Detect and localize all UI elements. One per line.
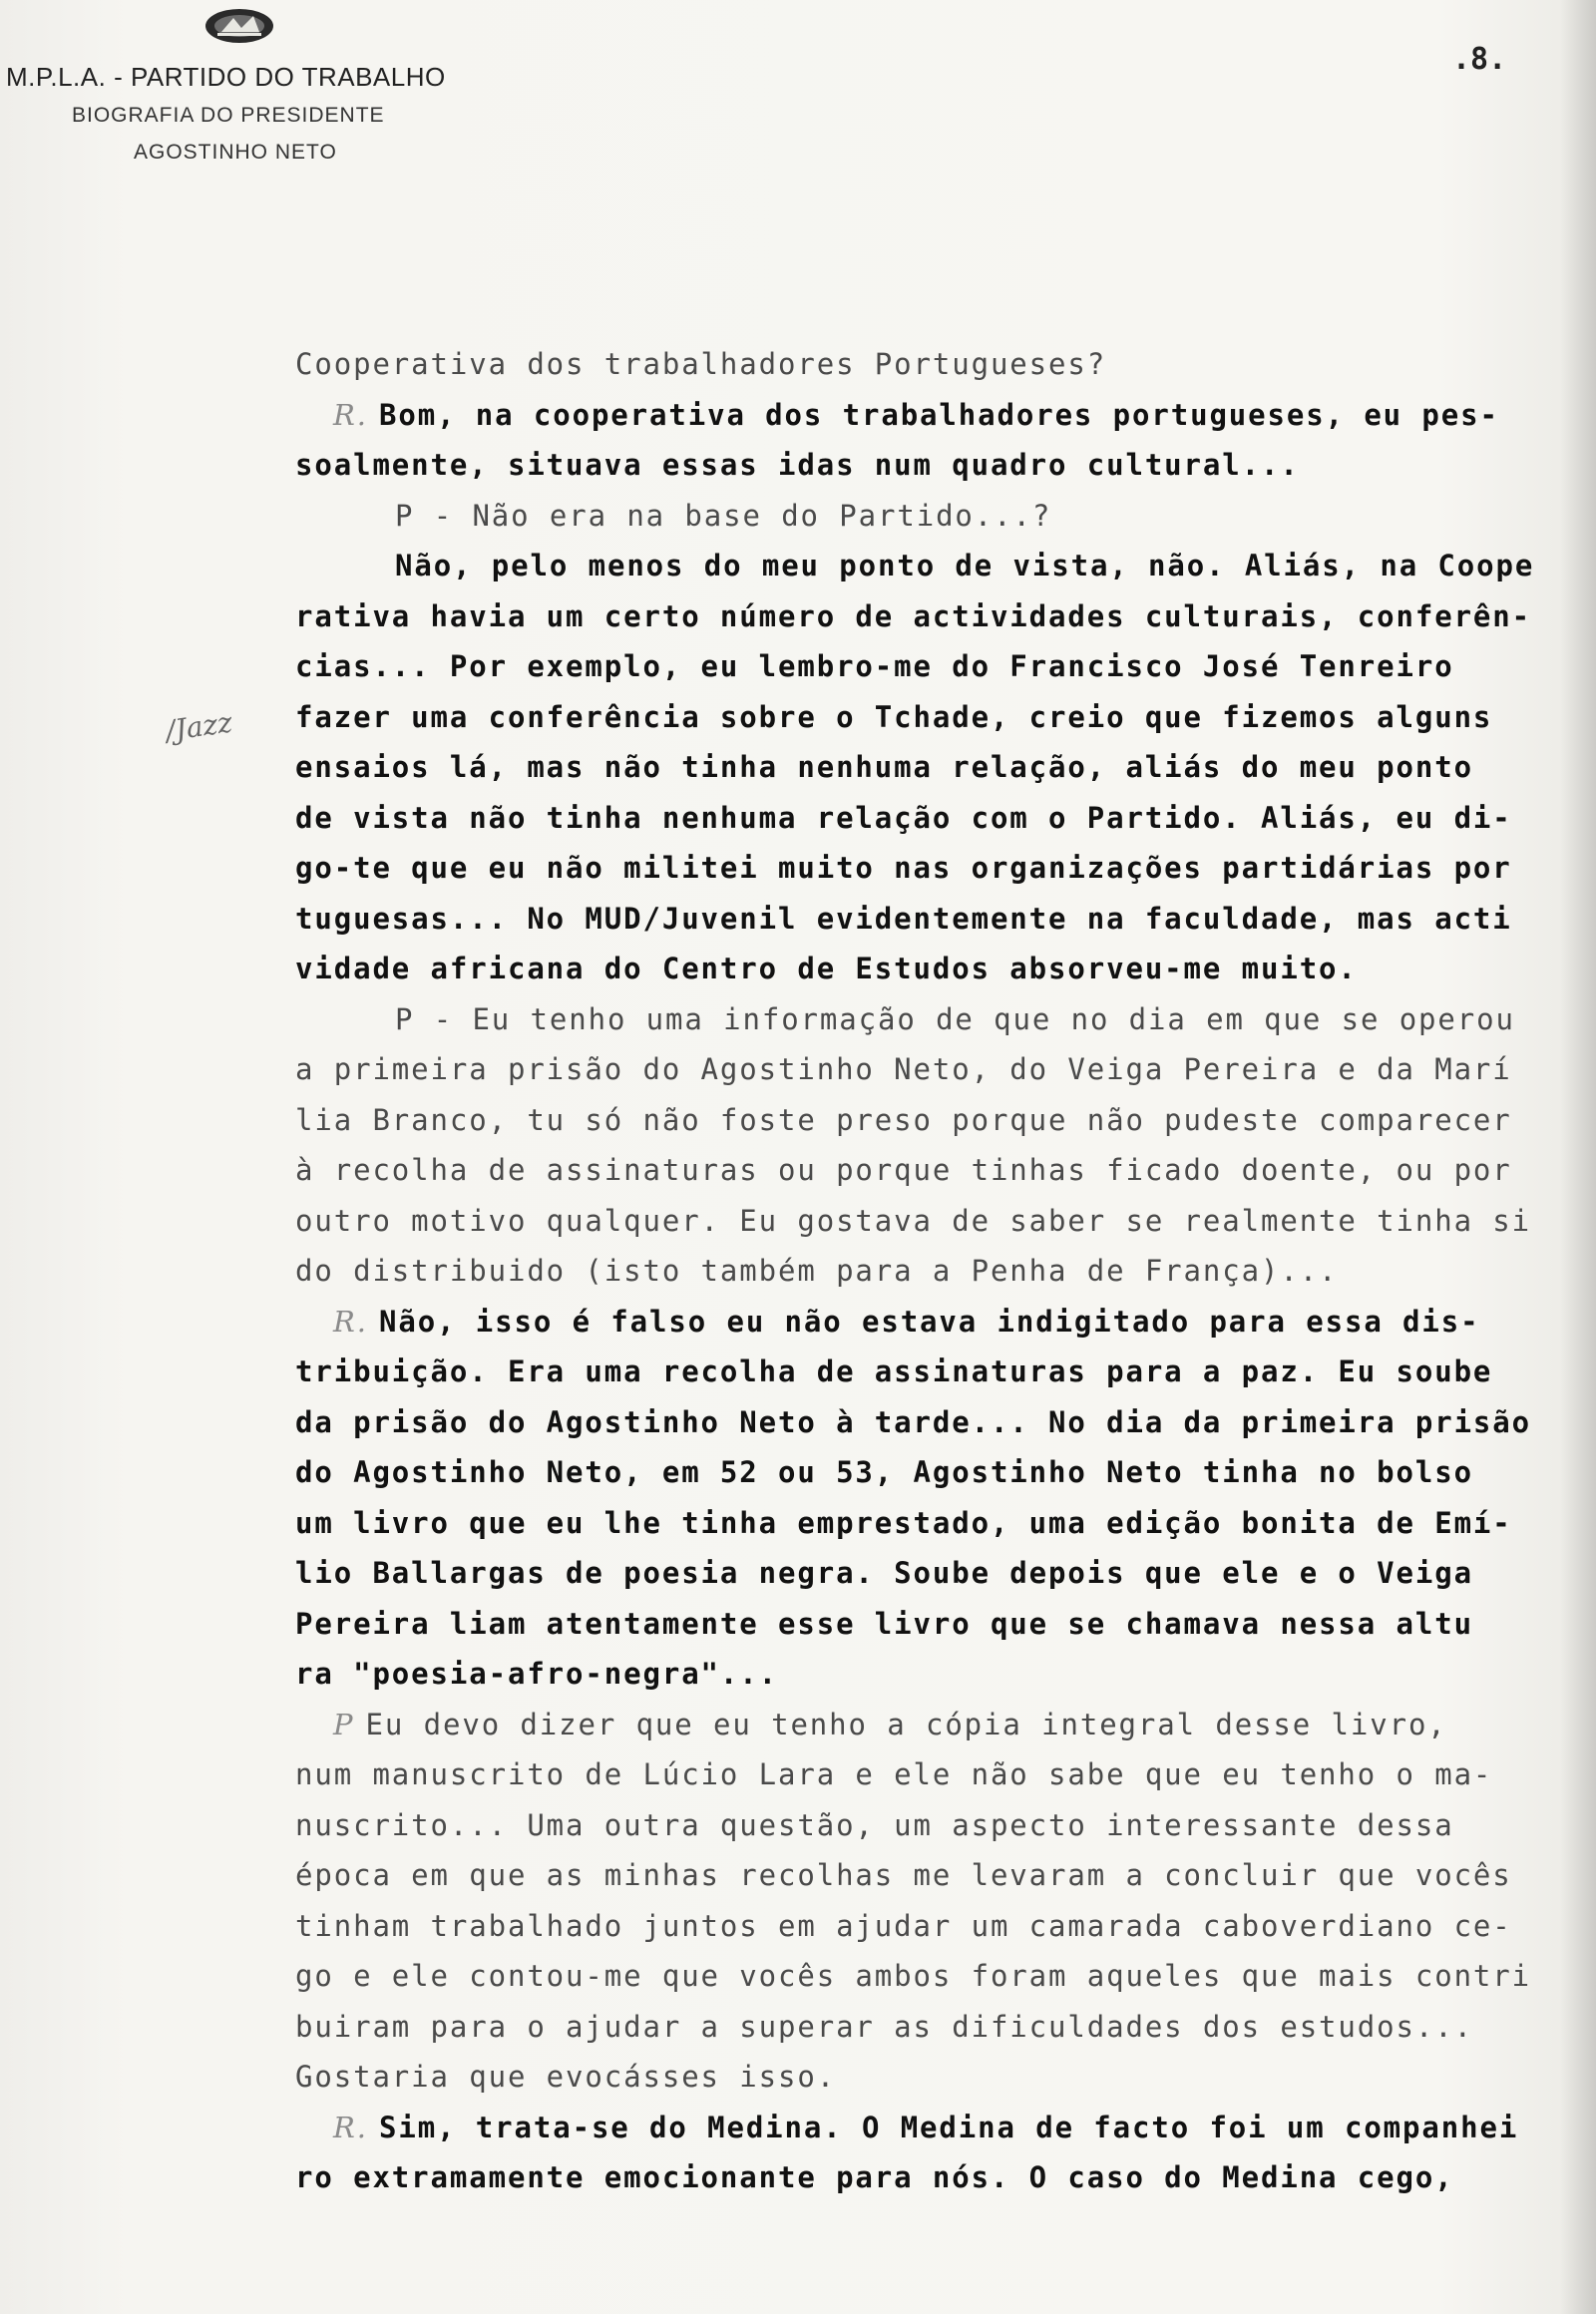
transcript-line [295, 1607, 1473, 1641]
transcript-line-text: rativa havia um certo número de actividades culturais, conferên- [295, 598, 1532, 633]
transcript-line-text: fazer uma conferência sobre o Tchade, creio que fizemos alguns [295, 699, 1493, 734]
transcript-line [295, 448, 1300, 482]
transcript-line [333, 2111, 1518, 2144]
document-subject: AGOSTINHO NETO [134, 141, 337, 164]
transcript-line-text: vidade africana do Centro de Estudos absorveu-me muito. [295, 952, 1358, 985]
transcript-line [333, 1305, 1479, 1339]
transcript-line [295, 1354, 1492, 1388]
transcript-line-text: Eu devo dizer que eu tenho a cópia integral desse livro, [365, 1707, 1447, 1741]
transcript-line-text: num manuscrito de Lúcio Lara e ele não sabe que eu tenho o ma- [295, 1757, 1493, 1791]
transcript-line [295, 1808, 1454, 1842]
organization-name: M.P.L.A. - PARTIDO DO TRABALHO [6, 62, 446, 92]
transcript-line-text: cias... Por exemplo, eu lembro-me do Francisco José Tenreiro [295, 649, 1454, 683]
transcript-line-text: à recolha de assinaturas ou porque tinhas ficado doente, ou por [295, 1153, 1512, 1187]
transcript-line [295, 1556, 1473, 1590]
transcript-line [295, 902, 1512, 936]
transcript-line-text: soalmente, situava essas idas num quadro cultural... [295, 448, 1300, 482]
speaker-marker: R. [333, 1304, 379, 1339]
speaker-marker: P [333, 1707, 366, 1741]
transcript-line-text: Cooperativa dos trabalhadores Portugueses? [295, 347, 1107, 381]
document-subtitle: BIOGRAFIA DO PRESIDENTE [72, 104, 385, 127]
transcript-line-text: a primeira prisão do Agostinho Neto, do Veiga Pereira e da Marí [295, 1052, 1512, 1086]
transcript-line [333, 1708, 1447, 1741]
page-number: .8. [1452, 42, 1507, 77]
transcript-line [295, 599, 1531, 633]
transcript-line-text: Não, pelo menos do meu ponto de vista, não. Aliás, na Coope [395, 549, 1535, 582]
transcript-line-text: Bom, na cooperativa dos trabalhadores portugueses, eu pes- [378, 397, 1499, 432]
transcript-line [295, 2160, 1454, 2194]
transcript-line-text: nuscrito... Uma outra questão, um aspecto interessante dessa [295, 1807, 1454, 1842]
transcript-line [295, 1254, 1338, 1288]
transcript-line [295, 2010, 1473, 2044]
transcript-line [295, 1204, 1531, 1238]
transcript-line-text: ra "poesia-afro-negra"... [295, 1657, 778, 1691]
transcript-line [295, 2060, 836, 2094]
transcript-line [295, 700, 1492, 734]
speaker-marker: R. [333, 2110, 379, 2144]
transcript-line [295, 1153, 1512, 1187]
transcript-line-text: Pereira liam atentamente esse livro que se chamava nessa altu [295, 1606, 1473, 1641]
transcript-line-text: Sim, trata-se do Medina. O Medina de facto foi um companhei [378, 2110, 1519, 2144]
transcript-line-text: um livro que eu lhe tinha emprestado, uma edição bonita de Emí- [295, 1505, 1512, 1540]
transcript-line [295, 1506, 1512, 1540]
transcript-line [295, 1455, 1473, 1489]
transcript-line-text: P - Eu tenho uma informação de que no dia em que se operou [395, 1001, 1515, 1036]
transcript-line-text: go-te que eu não militei muito nas organizações partidárias por [295, 851, 1512, 885]
transcript-line-text: buiram para o ajudar a superar as dificuldades dos estudos... [295, 2009, 1473, 2044]
transcript-line-text: lio Ballargas de poesia negra. Soube depois que ele e o Veiga [295, 1556, 1473, 1590]
transcript-line [333, 398, 1499, 432]
transcript-line-text: época em que as minhas recolhas me levaram a concluir que vocês [295, 1858, 1512, 1892]
speaker-marker: R. [333, 397, 379, 432]
scan-edge-shadow [1560, 0, 1596, 2314]
transcript-line-text: lia Branco, tu só não foste preso porque não pudeste comparecer [295, 1102, 1512, 1137]
transcript-line-text: ro extramamente emocionante para nós. O caso do Medina cego, [295, 2160, 1454, 2194]
transcript-line [295, 1757, 1492, 1791]
transcript-line-text: do distribuido (isto também para a Penha de França)... [295, 1254, 1339, 1288]
transcript-line [295, 750, 1473, 784]
transcript-line [295, 1858, 1512, 1892]
transcript-line [295, 1052, 1512, 1086]
transcript-line-text: ensaios lá, mas não tinha nenhuma relação, aliás do meu ponto [295, 750, 1473, 784]
transcript-line-text: go e ele contou-me que vocês ambos foram aqueles que mais contri [295, 1959, 1532, 1993]
transcript-line [395, 499, 1051, 533]
transcript-line-text: do Agostinho Neto, em 52 ou 53, Agostinho Neto tinha no bolso [295, 1455, 1473, 1489]
transcript-line [295, 952, 1358, 985]
handwritten-margin-note: /Jazz [164, 705, 234, 748]
transcript-line-text: tribuição. Era uma recolha de assinaturas para a paz. Eu soube [295, 1354, 1493, 1388]
transcript-line [295, 1959, 1531, 1993]
transcript-line [395, 549, 1534, 582]
transcript-line [295, 1657, 778, 1691]
mpla-emblem-icon [203, 6, 275, 46]
transcript-line-text: de vista não tinha nenhuma relação com o Partido. Aliás, eu di- [295, 800, 1512, 835]
transcript-line [395, 1002, 1515, 1036]
transcript-line [295, 801, 1512, 835]
transcript-line [295, 1909, 1512, 1943]
transcript-line [295, 851, 1512, 885]
transcript-line [295, 1103, 1512, 1137]
transcript-line-text: outro motivo qualquer. Eu gostava de saber se realmente tinha si [295, 1203, 1532, 1238]
transcript-line [295, 649, 1454, 683]
transcript-line-text: P - Não era na base do Partido...? [395, 498, 1052, 533]
transcript-line-text: Gostaria que evocásses isso. [295, 2060, 837, 2094]
transcript-line [295, 1405, 1531, 1439]
transcript-line-text: tinham trabalhado juntos em ajudar um camarada caboverdiano ce- [295, 1908, 1512, 1943]
transcript-line-text: tuguesas... No MUD/Juvenil evidentemente na faculdade, mas acti [295, 901, 1512, 936]
transcript-line-text: Não, isso é falso eu não estava indigitado para essa dis- [378, 1304, 1480, 1339]
transcript-line-text: da prisão do Agostinho Neto à tarde... No dia da primeira prisão [295, 1404, 1532, 1439]
transcript-line [295, 347, 1106, 381]
